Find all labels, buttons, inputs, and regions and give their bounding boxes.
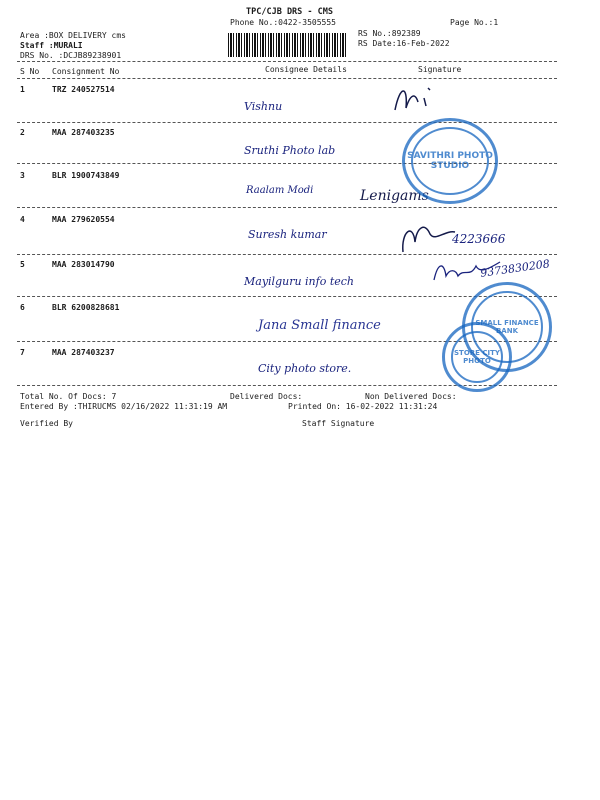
stamp-text: STORE CITY PHOTO bbox=[454, 349, 500, 365]
non-delivered-docs: Non Delivered Docs: bbox=[365, 392, 457, 401]
column-header-consignment: Consignment No bbox=[52, 67, 120, 76]
row-consignment: MAA 287403235 bbox=[52, 128, 115, 137]
company-stamp bbox=[462, 282, 552, 372]
divider bbox=[17, 122, 557, 123]
divider bbox=[17, 207, 557, 208]
delivered-docs: Delivered Docs: bbox=[230, 392, 303, 401]
signature-note: 9373830208 bbox=[479, 257, 551, 280]
row-sno: 3 bbox=[20, 171, 25, 180]
total-docs: Total No. Of Docs: 7 bbox=[20, 392, 117, 401]
row-consignment: BLR 6200828681 bbox=[52, 303, 120, 312]
barcode bbox=[228, 33, 348, 57]
column-header-signature: Signature bbox=[418, 65, 462, 74]
staff-signature: Staff Signature bbox=[302, 419, 375, 428]
row-sno: 6 bbox=[20, 303, 25, 312]
row-consignment: TRZ 240527514 bbox=[52, 85, 115, 94]
staff-field: Staff :MURALI bbox=[20, 41, 83, 50]
row-sno: 7 bbox=[20, 348, 25, 357]
row-sno: 5 bbox=[20, 260, 25, 269]
rs-date: RS Date:16-Feb-2022 bbox=[358, 39, 450, 48]
row-consignee: Sruthi Photo lab bbox=[244, 144, 336, 157]
stamp-text: SAVITHRI PHOTO STUDIO bbox=[407, 151, 493, 171]
rs-number: RS No.:892389 bbox=[358, 29, 421, 38]
row-sno: 1 bbox=[20, 85, 25, 94]
row-sno: 4 bbox=[20, 215, 25, 224]
divider bbox=[17, 254, 557, 255]
row-consignment: MAA 283014790 bbox=[52, 260, 115, 269]
verified-by: Verified By bbox=[20, 419, 73, 428]
row-consignee: Jana Small finance bbox=[258, 318, 381, 333]
row-consignee: Vishnu bbox=[244, 100, 283, 113]
row-consignee: Mayilguru info tech bbox=[244, 275, 355, 288]
row-consignee: Suresh kumar bbox=[248, 228, 327, 241]
signature-note: 4223666 bbox=[452, 232, 506, 246]
divider bbox=[17, 61, 557, 62]
row-sno: 2 bbox=[20, 128, 25, 137]
entered-by: Entered By :THIRUCMS 02/16/2022 11:31:19 AM bbox=[20, 402, 228, 411]
signature-mark bbox=[390, 80, 450, 120]
area-field: Area :BOX DELIVERY cms bbox=[20, 31, 126, 40]
divider bbox=[17, 78, 557, 79]
row-consignment: MAA 279620554 bbox=[52, 215, 115, 224]
row-consignee: Raalam Modi bbox=[246, 185, 314, 196]
company-stamp bbox=[402, 118, 498, 204]
drs-number: DRS No. :DCJB89238901 bbox=[20, 51, 122, 60]
printed-on: Printed On: 16-02-2022 11:31:24 bbox=[288, 402, 438, 411]
row-consignment: BLR 1900743849 bbox=[52, 171, 120, 180]
stamp-text: SMALL FINANCE BANK bbox=[475, 319, 539, 335]
signature-note: Lenigams bbox=[360, 188, 429, 204]
signature-mark bbox=[395, 212, 475, 257]
page-number: Page No.:1 bbox=[450, 18, 499, 27]
signature-mark bbox=[430, 256, 510, 286]
column-header-consignee: Consignee Details bbox=[265, 65, 347, 74]
document-title: TPC/CJB DRS - CMS bbox=[246, 7, 333, 17]
row-consignment: MAA 287403237 bbox=[52, 348, 115, 357]
phone-number: Phone No.:0422-3505555 bbox=[230, 18, 336, 27]
row-consignee: City photo store. bbox=[258, 362, 352, 375]
column-header-sno: S No bbox=[20, 67, 40, 76]
